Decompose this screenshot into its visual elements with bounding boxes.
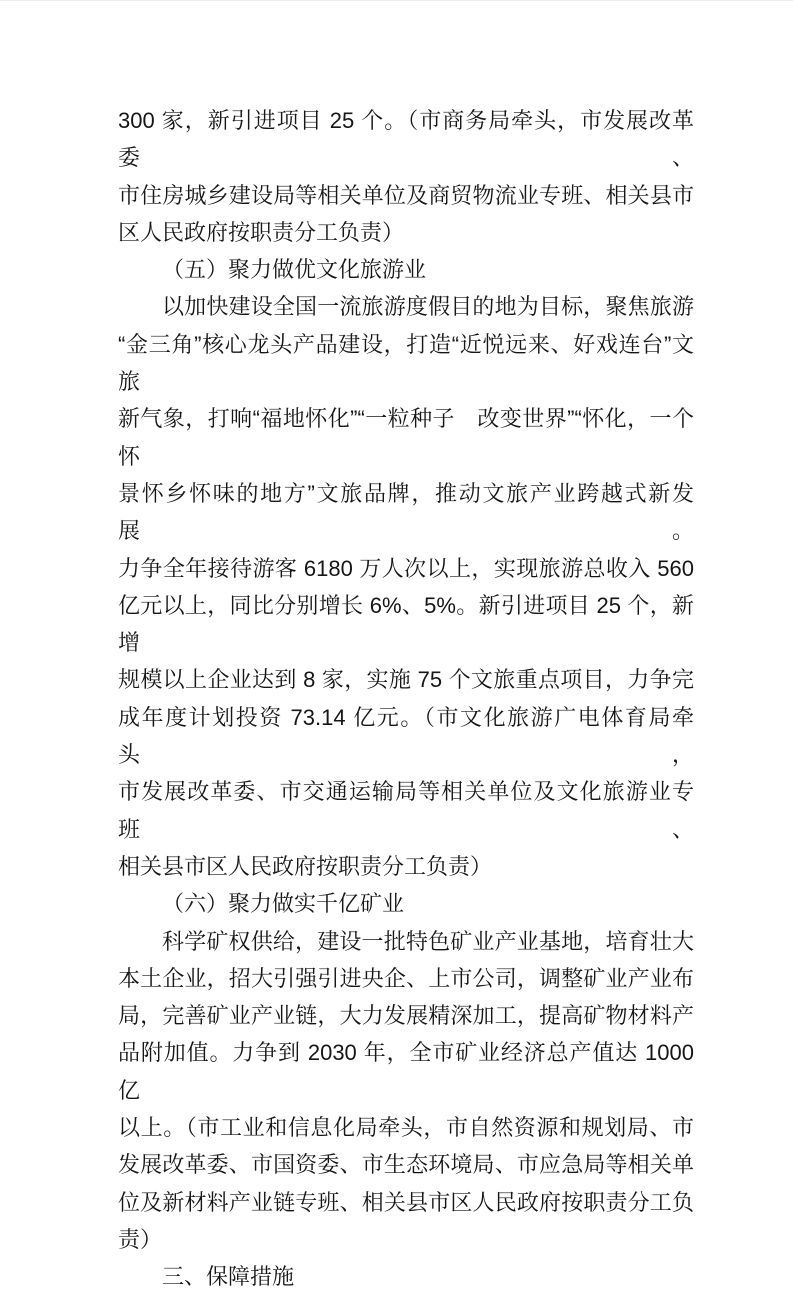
section-heading-safeguards: 三、保障措施 xyxy=(162,1264,295,1290)
text-line: 本土企业，招大引强引进央企、上市公司，调整矿业产业布 xyxy=(118,965,694,991)
text-line: 位及新材料产业链专班、相关县市区人民政府按职责分工负 xyxy=(118,1189,694,1215)
text-line: 成年度计划投资 73.14 亿元。（市文化旅游广电体育局牵头， xyxy=(118,704,694,768)
text-line: 新气象，打响“福地怀化”“一粒种子 改变世界”“怀化，一个怀 xyxy=(118,406,694,469)
text-line: “金三角”核心龙头产品建设，打造“近悦远来、好戏连台”文旅 xyxy=(118,331,694,395)
section-heading-6: （六）聚力做实千亿矿业 xyxy=(162,891,405,917)
text-line: 景怀乡怀味的地方”文旅品牌，推动文旅产业跨越式新发展。 xyxy=(118,480,694,544)
section-heading-5: （五）聚力做优文化旅游业 xyxy=(162,257,427,283)
text-line: 品附加值。力争到 2030 年，全市矿业经济总产值达 1000 亿 xyxy=(118,1040,694,1103)
text-line: 责） xyxy=(118,1226,163,1252)
text-line: 力争全年接待游客 6180 万人次以上，实现旅游总收入 560 xyxy=(118,555,694,581)
text-line: 发展改革委、市国资委、市生态环境局、市应急局等相关单 xyxy=(118,1152,694,1178)
text-line: 区人民政府按职责分工负责） xyxy=(118,219,405,245)
text-line: 亿元以上，同比分别增长 6%、5%。新引进项目 25 个，新增 xyxy=(118,592,694,656)
text-line: 相关县市区人民政府按职责分工负责） xyxy=(118,853,493,879)
text-line: 以上。（市工业和信息化局牵头，市自然资源和规划局、市 xyxy=(118,1115,694,1141)
text-line: 科学矿权供给，建设一批特色矿业产业基地，培育壮大 xyxy=(162,928,694,954)
text-line: 以加快建设全国一流旅游度假目的地为目标，聚焦旅游 xyxy=(162,294,694,320)
text-line: 市发展改革委、市交通运输局等相关单位及文化旅游业专班、 xyxy=(118,779,694,842)
text-line: 规模以上企业达到 8 家，实施 75 个文旅重点项目，力争完 xyxy=(118,667,694,693)
text-line: 300 家，新引进项目 25 个。（市商务局牵头，市发展改革委、 xyxy=(118,108,694,171)
text-line: 市住房城乡建设局等相关单位及商贸物流业专班、相关县市 xyxy=(118,182,694,208)
document-text-block xyxy=(118,102,694,1296)
text-line: 局，完善矿业产业链，大力发展精深加工，提高矿物材料产 xyxy=(118,1003,694,1029)
